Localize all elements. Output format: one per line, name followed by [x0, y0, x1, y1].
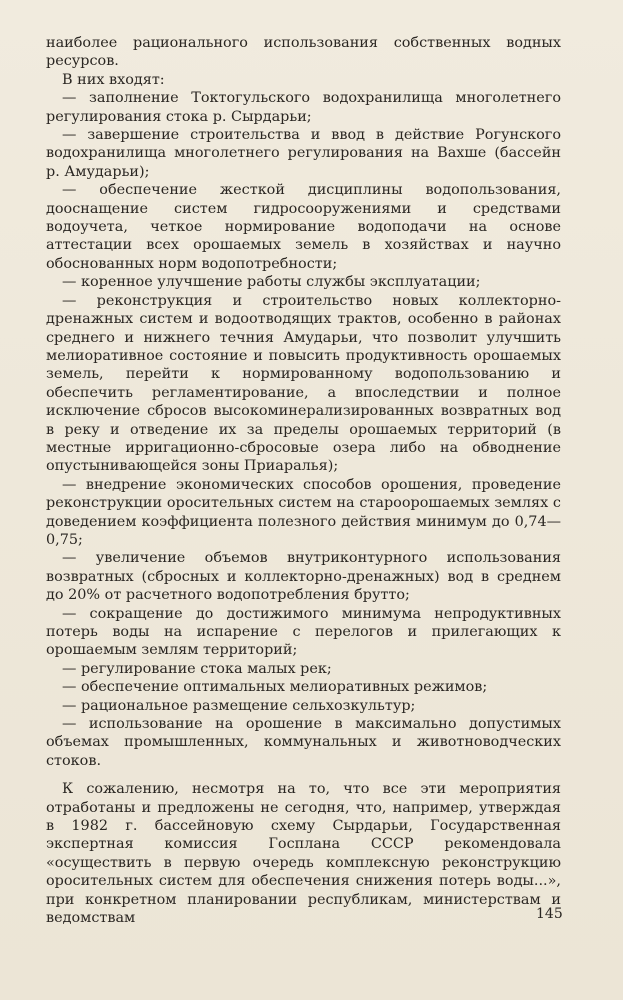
page-number: 145 [536, 906, 563, 922]
list-item-evaporation: — сокращение до достижимого минимума непродуктивных потерь воды на испарение с перелогов и прилегающих к орошаемым землям территорий; [46, 605, 561, 659]
list-item-regimes: — обеспечение оптимальных мелиоративных режимов; [62, 679, 488, 696]
paragraph-intro: В них входят: [62, 71, 165, 88]
paragraph-continuation: наиболее рационального использования собственных водных ресурсов. [46, 35, 561, 70]
list-item-wastewater: — использование на орошение в максимально допустимых объемах промышленных, коммунальных и животноводческих стоков. [46, 716, 561, 769]
paragraph-conclusion: К сожалению, несмотря на то, что все эти мероприятия отработаны и предложены не сегодня, что, например, утверждая в 1982 г. бассейновую схему Сырдарьи, Государственная экспертная комиссия Госплана СССР рекомендовала «осуществить в первую очередь комплексную реконструкцию оросительных систем для обеспечения снижения потерь воды...», при конкретном планировании республикам, министерствам и ведомствам [46, 781, 561, 927]
list-item-crops: — рациональное размещение сельхозкультур; [62, 697, 416, 714]
list-item-discipline: — обеспечение жесткой дисциплины водопользования, дооснащение систем гидросооружениями и средствами водоучета, четкое нормирование водоподачи на основе аттестации всех орошаемых земель в хозяйствах и научно обоснованных норм водопотребности; [46, 182, 561, 272]
list-item-reconstruction: — реконструкция и строительство новых коллекторно-дренажных систем и водоотводящих трактов, особенно в районах среднего и нижнего течния Амударьи, что позволит улучшить мелиоративное состояние и повысить продуктивность орошаемых земель, перейти к нормированному водопользованию и обеспечить регламентирование, а впоследствии и полное исключение сбросов высокоминерализированных возвратных вод в реку и отведение их за пределы орошаемых территорий (в местные ирригационно-сбросовые озера либо на обводнение опустынивающейся зоны Приаралья); [46, 292, 561, 475]
page-text [46, 34, 561, 928]
list-item-return-water: — увеличение объемов внутриконтурного использования возвратных (сбросных и коллекторно-дренажных) вод в среднем до 20% от расчетного водопотребления брутто; [46, 550, 561, 604]
list-item-small-rivers: — регулирование стока малых рек; [62, 660, 332, 677]
list-item-service: — коренное улучшение работы службы эксплуатации; [62, 274, 481, 291]
list-item-toktogul: — заполнение Токтогульского водохранилища многолетнего регулирования стока р. Сырдарьи; [46, 90, 561, 125]
list-item-economic: — внедрение экономических способов орошения, проведение реконструкции оросительных систем на староорошаемых землях с доведением коэффициента полезного действия минимум до 0,74—0,75; [46, 476, 561, 548]
list-item-rogun: — завершение строительства и ввод в действие Рогунского водохранилища многолетнего регулирования на Вахше (бассейн р. Амударьи); [46, 127, 561, 180]
